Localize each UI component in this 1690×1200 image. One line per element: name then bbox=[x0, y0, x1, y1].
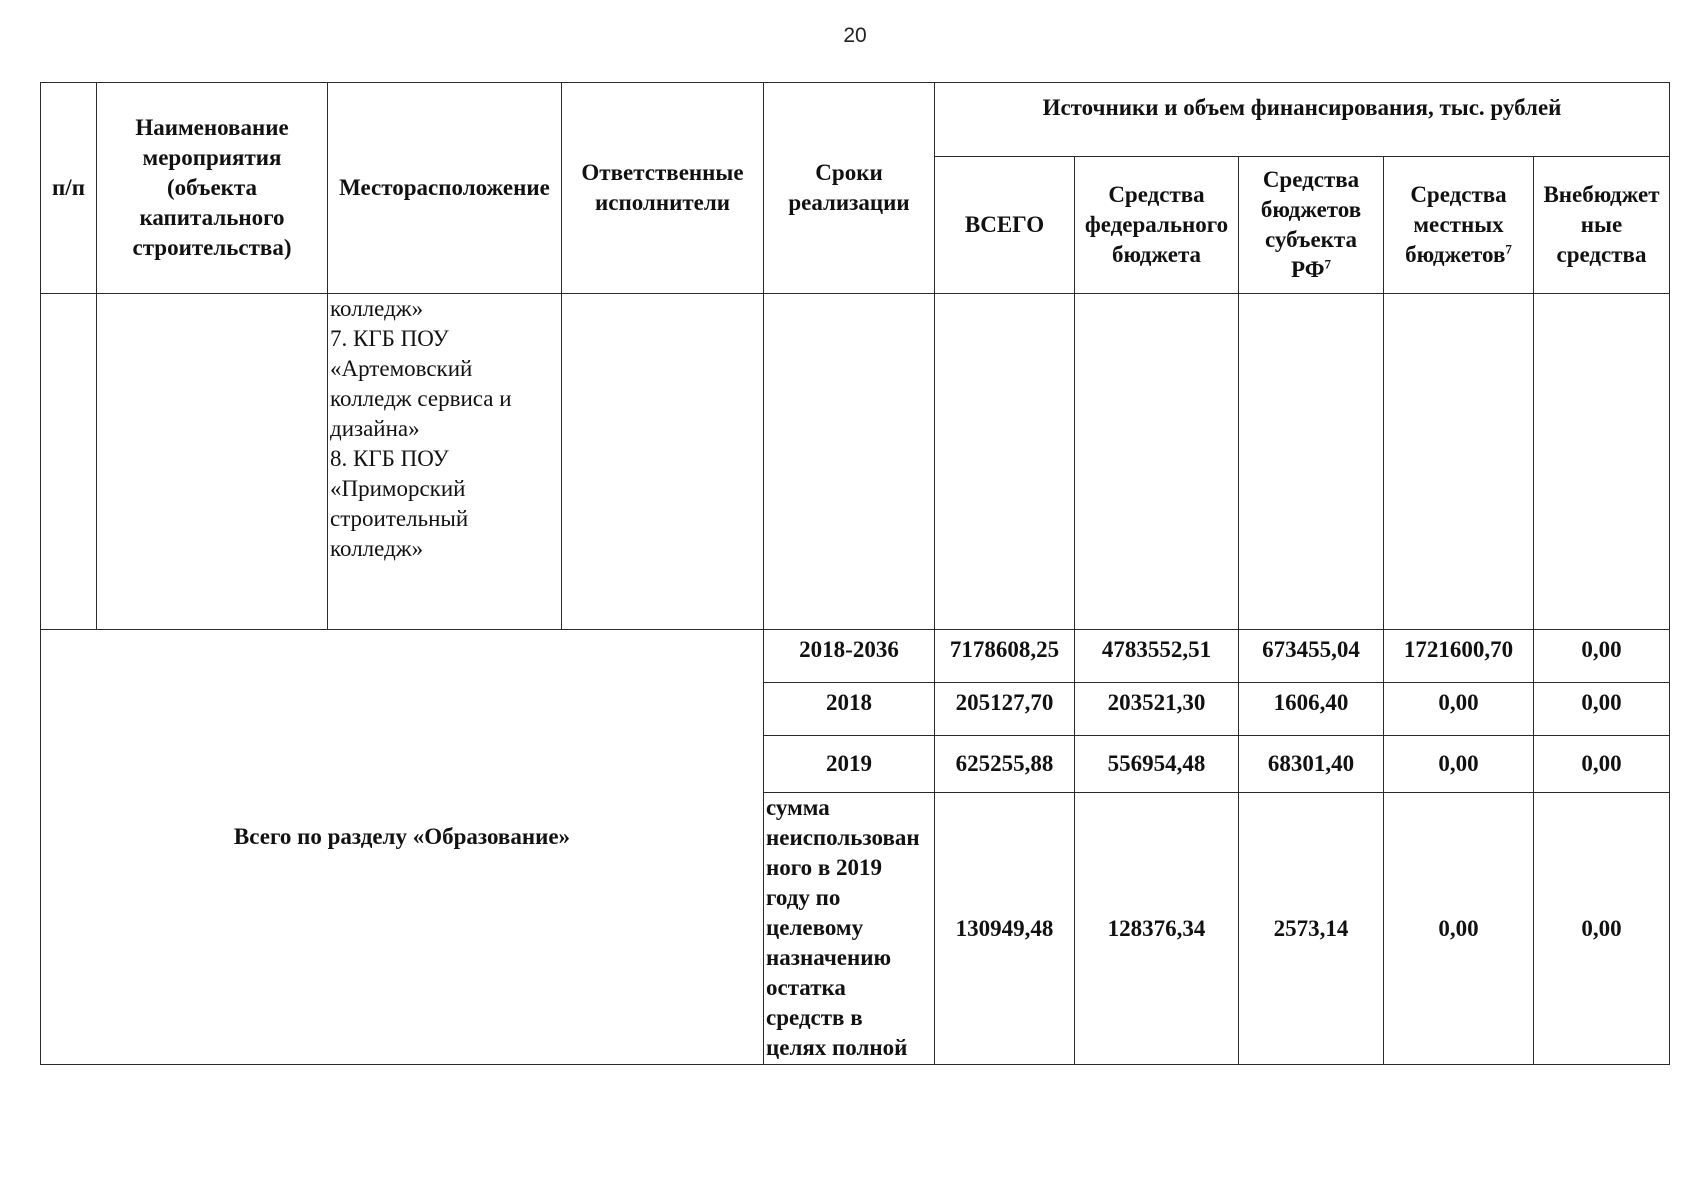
cell-empty bbox=[97, 294, 328, 630]
financing-table bbox=[40, 82, 1670, 1065]
cell-empty bbox=[935, 294, 1075, 630]
federal-cell: 128376,34 bbox=[1075, 793, 1239, 1065]
cell-empty bbox=[1534, 294, 1670, 630]
cell-empty bbox=[562, 294, 764, 630]
header-row bbox=[41, 83, 1670, 157]
local-cell: 1721600,70 bbox=[1384, 630, 1534, 683]
header-extra: Внебюджет ные средства bbox=[1534, 157, 1670, 294]
location-cell: колледж» 7. КГБ ПОУ «Артемовский колледж сервиса и дизайна» 8. КГБ ПОУ «Приморский строительный колледж» bbox=[328, 294, 562, 630]
total-cell: 7178608,25 bbox=[935, 630, 1075, 683]
subject-cell: 673455,04 bbox=[1239, 630, 1384, 683]
total-cell: 130949,48 bbox=[935, 793, 1075, 1065]
cell-empty bbox=[764, 294, 935, 630]
total-cell: 625255,88 bbox=[935, 736, 1075, 793]
federal-cell: 203521,30 bbox=[1075, 683, 1239, 736]
period-cell: сумма неиспользован ного в 2019 году по целевому назначению остатка средств в целях полной bbox=[764, 793, 935, 1065]
extra-cell: 0,00 bbox=[1534, 793, 1670, 1065]
header-name: Наименование мероприятия (объекта капитального строительства) bbox=[97, 83, 328, 294]
header-period: Сроки реализации bbox=[764, 83, 935, 294]
period-cell: 2018 bbox=[764, 683, 935, 736]
header-total: ВСЕГО bbox=[935, 157, 1075, 294]
subject-cell: 1606,40 bbox=[1239, 683, 1384, 736]
header-subject: Средства бюджетов субъекта $РФ^7$ bbox=[1239, 157, 1384, 294]
footnote-marker: 7 bbox=[1324, 256, 1331, 272]
header-local: Средства местных бюджетов$^7$ bbox=[1384, 157, 1534, 294]
cell-empty bbox=[1239, 294, 1384, 630]
local-cell: 0,00 bbox=[1384, 683, 1534, 736]
subject-cell: 68301,40 bbox=[1239, 736, 1384, 793]
header-num: п/п bbox=[41, 83, 97, 294]
cell-empty bbox=[41, 294, 97, 630]
header-federal: Средства федерального бюджета bbox=[1075, 157, 1239, 294]
local-cell: 0,00 bbox=[1384, 793, 1534, 1065]
summary-row bbox=[41, 630, 1670, 683]
federal-cell: 556954,48 bbox=[1075, 736, 1239, 793]
header-location: Месторасположение bbox=[328, 83, 562, 294]
extra-cell: 0,00 bbox=[1534, 683, 1670, 736]
extra-cell: 0,00 bbox=[1534, 630, 1670, 683]
extra-cell: 0,00 bbox=[1534, 736, 1670, 793]
footnote-marker: 7 bbox=[1505, 241, 1512, 257]
total-cell: 205127,70 bbox=[935, 683, 1075, 736]
page-number: 20 bbox=[843, 24, 867, 47]
summary-label: Всего по разделу «Образование» bbox=[41, 630, 764, 1065]
period-cell: 2019 bbox=[764, 736, 935, 793]
header-financing-group: Источники и объем финансирования, тыс. рублей bbox=[935, 83, 1670, 157]
subject-cell: 2573,14 bbox=[1239, 793, 1384, 1065]
federal-cell: 4783552,51 bbox=[1075, 630, 1239, 683]
header-responsible: Ответственные исполнители bbox=[562, 83, 764, 294]
continuation-row bbox=[41, 294, 1670, 630]
period-cell: 2018-2036 bbox=[764, 630, 935, 683]
cell-empty bbox=[1075, 294, 1239, 630]
cell-empty bbox=[1384, 294, 1534, 630]
local-cell: 0,00 bbox=[1384, 736, 1534, 793]
